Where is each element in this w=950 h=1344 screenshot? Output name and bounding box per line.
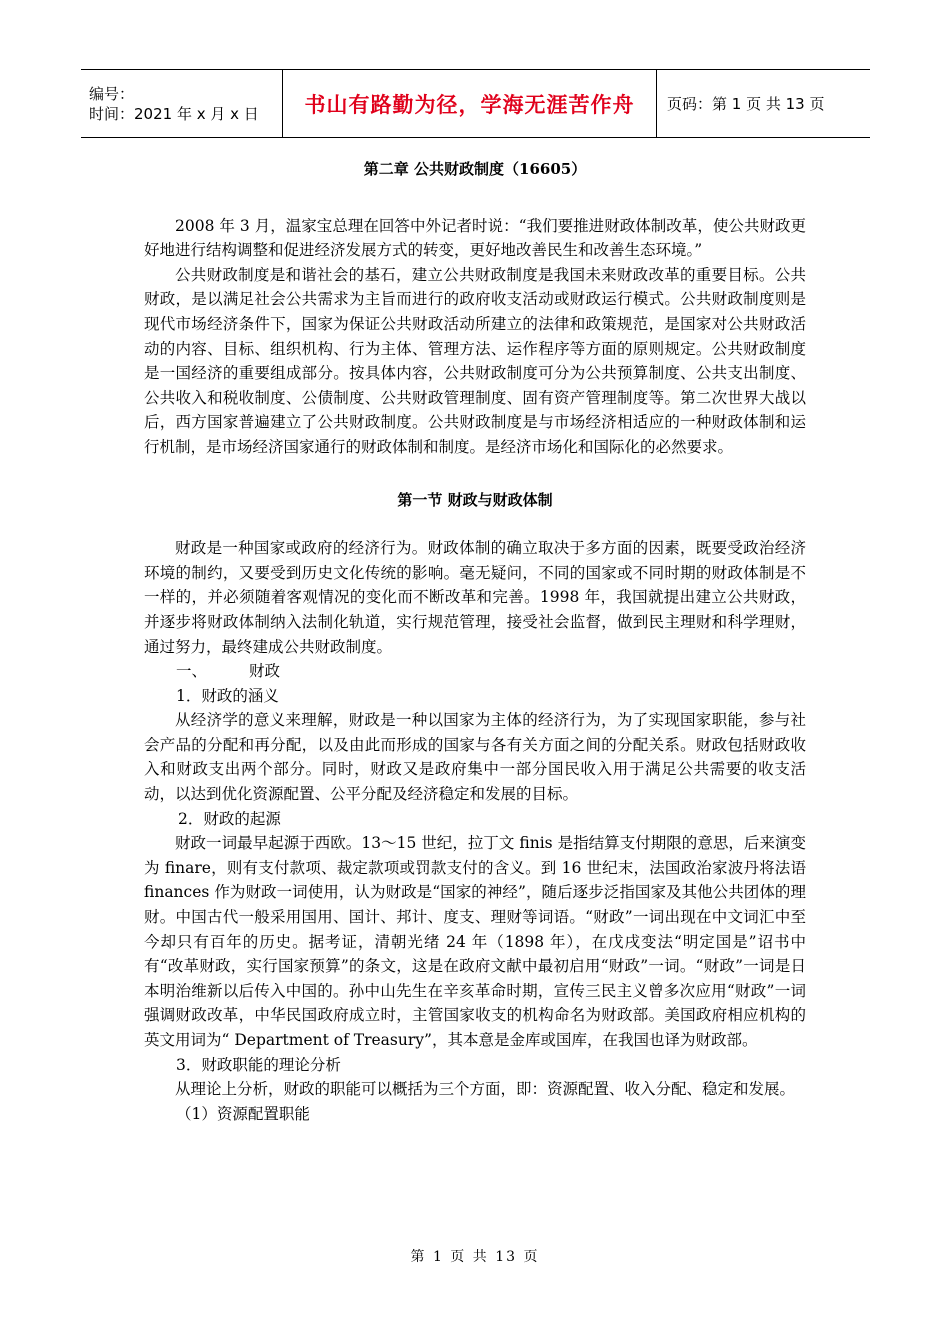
subheading-1: 1．财政的涵义 — [176, 686, 279, 705]
header-motto-cell — [282, 70, 657, 137]
subheading-2: 2．财政的起源 — [178, 809, 281, 828]
subheading-3: 3．财政职能的理论分析 — [176, 1055, 341, 1074]
header-time: 时间：2021 年 x 月 x 日 — [89, 104, 259, 123]
page-header — [81, 69, 870, 138]
section-intro-paragraph: 财政是一种国家或政府的经济行为。财政体制的确立取决于多方面的因素，既要受政治经济环境的制约，又要受到历史文化传统的影响。毫无疑问，不同的国家或不同时期的财政体制是不一样的，并必须随着客观情况的变化而不断改革和完善。1998 年，我国就提出建立公共财政，并逐步将财政体制纳入法制化轨道，实行规范管理，接受社会监督，做到民主理财和科学理财，通过努力，最终建成公共财政制度。 — [144, 539, 806, 656]
header-number: 编号： — [89, 84, 135, 103]
header-page-cell — [657, 70, 870, 137]
heading-one-text: 财政 — [249, 662, 281, 681]
subheading-3-item-1: （1）资源配置职能 — [176, 1104, 310, 1123]
header-meta — [81, 70, 282, 137]
spacer — [144, 460, 806, 474]
subheading-1-body: 从经济学的意义来理解，财政是一种以国家为主体的经济行为，为了实现国家职能，参与社会产品的分配和再分配，以及由此而形成的国家与各有关方面之间的分配关系。财政包括财政收入和财政支出两个部分。同时，财政又是政府集中一部分国民收入用于满足公共需要的收支活动，以达到优化资源配置、公平分配及经济稳定和发展的目标。 — [144, 711, 806, 804]
chapter-title: 第二章 公共财政制度（16605） — [363, 160, 587, 178]
heading-one-number: 一、 — [176, 662, 208, 681]
spacer — [144, 200, 806, 214]
subheading-3-body: 从理论上分析，财政的职能可以概括为三个方面，即：资源配置、收入分配、稳定和发展。 — [175, 1080, 796, 1099]
subheading-2-body: 财政一词最早起源于西欧。13～15 世纪，拉丁文 finis 是指结算支付期限的意思，后来演变为 finare，则有支付款项、裁定款项或罚款支付的含义。到 16 世纪末，法国政治家波丹将法语 finances 作为财政一词使用，认为财政是“国家的神经”，随后逐步泛指国家及其他公共团体的理财。中国古代一般采用国用、国计、邦计、度支、理财等词语。“财政”一词出现在中文词汇中至今却只有百年的历史。据考证，清朝光绪 24 年（1898 年），在戊戌变法“明定国是”诏书中有“改革财政，实行国家预算”的条文，这是在政府文献中最初启用“财政”一词。“财政”一词是日本明治维新以后传入中国的。孙中山先生在辛亥革命时期，宣传三民主义曾多次应用“财政”一词强调财政改革，中华民国政府成立时，主管国家收支的机构命名为财政部。美国政府相应机构的英文用词为“ Department of Treasury”，其本意是金库或国库，在我国也译为财政部。 — [144, 834, 806, 1049]
header-motto: 书山有路勤为径，学海无涯苦作舟 — [304, 92, 635, 117]
header-page-number: 页码：第 1 页 共 13 页 — [667, 95, 825, 113]
intro-paragraph-2: 公共财政制度是和谐社会的基石，建立公共财政制度是我国未来财政改革的重要目标。公共财政，是以满足社会公共需求为主旨而进行的政府收支活动或财政运行模式。公共财政制度则是现代市场经济条件下，国家为保证公共财政活动所建立的法律和政策规范，是国家对公共财政活动的内容、目标、组织机构、行为主体、管理方法、运作程序等方面的原则规定。公共财政制度是一国经济的重要组成部分。按具体内容，公共财政制度可分为公共预算制度、公共支出制度、公共收入和税收制度、公债制度、公共财政管理制度、固有资产管理制度等。第二次世界大战以后，西方国家普遍建立了公共财政制度。公共财政制度是与市场经济相适应的一种财政体制和运行机制，是市场经济国家通行的财政体制和制度。是经济市场化和国际化的必然要求。 — [144, 265, 806, 456]
intro-paragraph-1: 2008 年 3 月，温家宝总理在回答中外记者时说：“我们要推进财政体制改革，使公共财政更好地进行结构调整和促进经济发展方式的转变，更好地改善民生和改善生态环境。” — [144, 216, 807, 260]
heading-one — [144, 659, 806, 684]
document-body — [144, 157, 806, 1126]
section-title: 第一节 财政与财政体制 — [397, 490, 553, 509]
page-footer: 第 1 页 共 13 页 — [410, 1249, 540, 1265]
